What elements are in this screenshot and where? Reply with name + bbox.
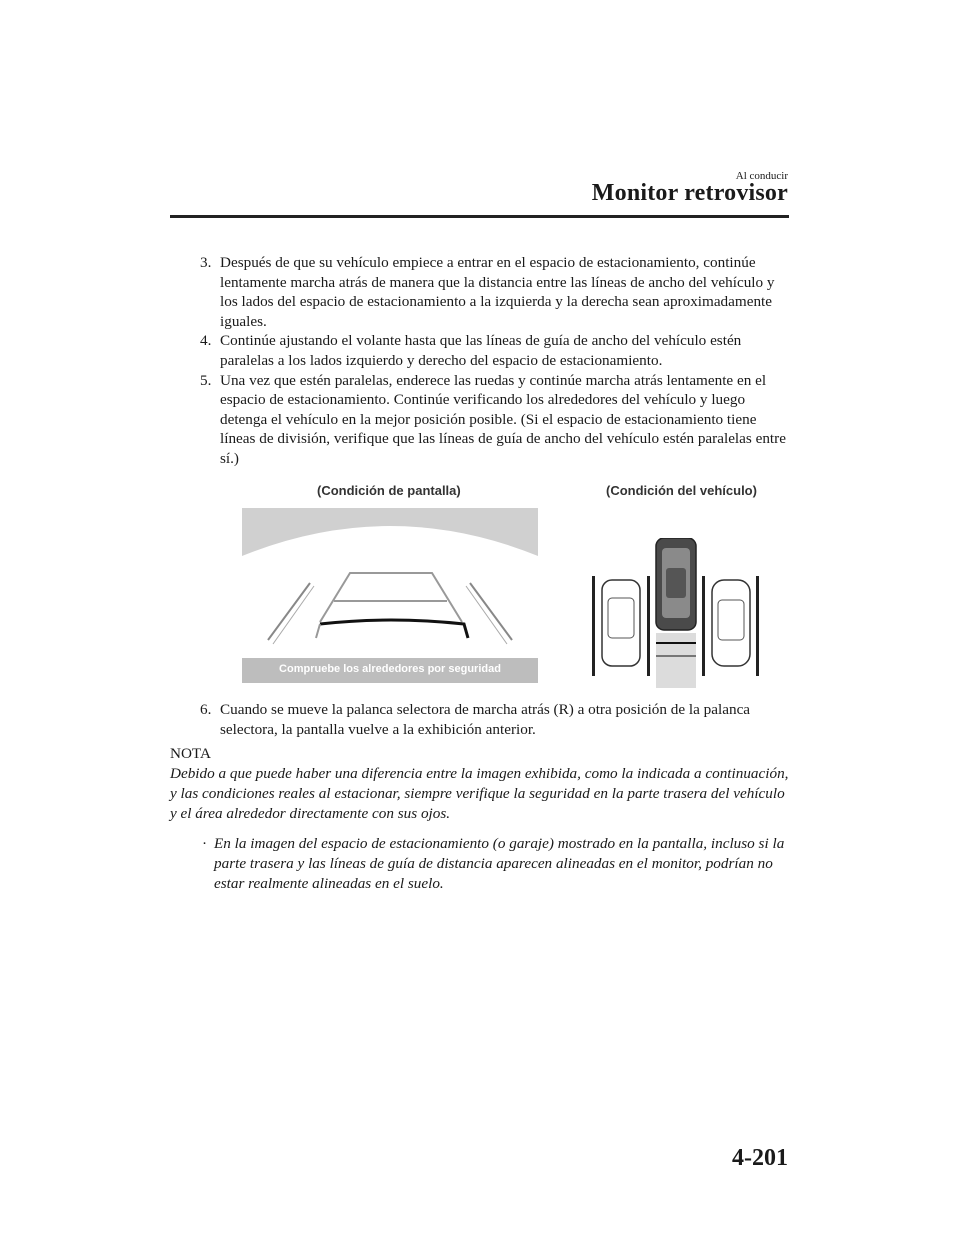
page-title: Monitor retrovisor [591, 180, 788, 206]
section-label: Al conducir [735, 170, 788, 182]
step-number: 3. [200, 254, 212, 271]
parking-lot-illustration [590, 538, 780, 688]
page-number: 4-201 [732, 1145, 788, 1171]
step-5 [170, 371, 790, 469]
step-text: Una vez que estén paralelas, enderece las ruedas y continúe marcha atrás lentamente en el espacio de estacionamiento. Continúe verificando los alrededores del vehículo y luego detenga el vehículo en la mejor posición posible. (Si el espacio de estacionamiento tiene líneas de división, verifique que las líneas de guía de ancho del vehículo estén paralelas entre sí.) [220, 371, 786, 467]
step-number: 6. [200, 701, 212, 718]
step-text: Después de que su vehículo empiece a entrar en el espacio de estacionamiento, continúe lentamente marcha atrás de manera que la distancia entre las líneas de ancho del vehículo y los lados del espacio de estacionamiento a la izquierda y la derecha sean aproximadamente iguales. [220, 254, 775, 330]
screen-caption: Compruebe los alrededores por seguridad [279, 663, 501, 675]
step-number: 5. [200, 371, 212, 389]
header-rule [170, 215, 789, 218]
note-block [170, 744, 790, 909]
step-text: Cuando se mueve la palanca selectora de marcha atrás (R) a otra posición de la palanca selectora, la pantalla vuelve a la exhibición anterior. [220, 701, 751, 738]
step-number: 4. [200, 332, 212, 350]
note-body: Debido a que puede haber una diferencia entre la imagen exhibida, como la indicada a continuación, y las condiciones reales al estacionar, siempre verifique la seguridad en la parte trasera del vehículo y el área alrededor directamente con sus ojos. [170, 765, 789, 822]
step-3 [170, 253, 790, 331]
parking-figure [240, 480, 790, 695]
note-bullet [170, 834, 790, 894]
camera-screen-illustration [242, 508, 538, 683]
vehicle-condition-label: (Condición del vehículo) [606, 483, 757, 498]
step-text: Continúe ajustando el volante hasta que las líneas de guía de ancho del vehículo estén paralelas a los lados izquierdo y derecho del espacio de estacionamiento. [220, 332, 742, 369]
step-list [170, 253, 790, 469]
step-4 [170, 331, 790, 370]
step-6-block [170, 700, 790, 739]
screen-condition-label: (Condición de pantalla) [317, 483, 461, 498]
note-title: NOTA [170, 745, 211, 762]
step-6 [170, 700, 790, 739]
bullet-icon: · [202, 835, 208, 852]
note-bullet-text: En la imagen del espacio de estacionamiento (o garaje) mostrado en la pantalla, incluso si la parte trasera y las líneas de guía de distancia aparecen alineadas en el monitor, podrían no estar realmente alineadas en el suelo. [214, 835, 785, 892]
